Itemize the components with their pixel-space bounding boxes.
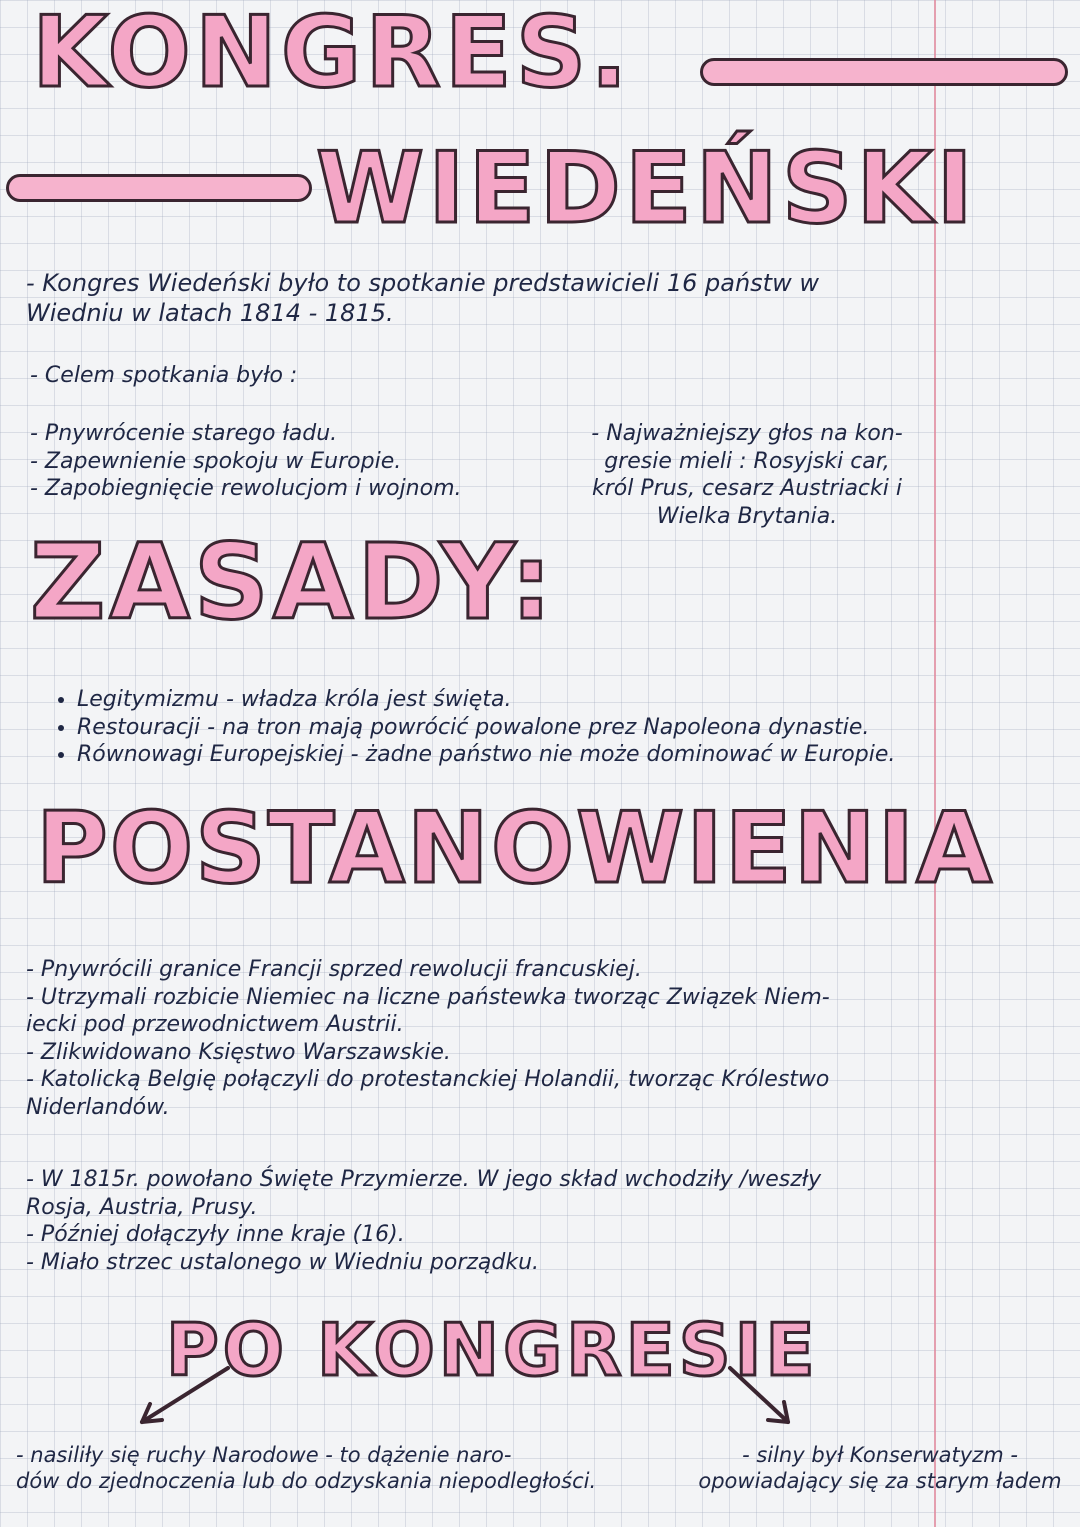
- definition-text: - Kongres Wiedeński było to spotkanie predstawicieli 16 państw w Wiedniu w latach 1814 - 1815.: [26, 269, 819, 327]
- decisions-list: - Pnywrócili granice Francji sprzed rewolucji francuskiej. - Utrzymali rozbicie Niemiec na liczne państewka tworząc Związek Niem- iecki pod przewodnictwem Austrii. - Zlikwidowano Księstwo Warszawskie. - Katolicką Belgię połączyli do protestanckiej Holandii, tworząc Królestwo Niderlandów.: [26, 957, 830, 1120]
- goals-list: - Pnywrócenie starego ładu. - Zapewnienie spokoju w Europie. - Zapobiegnięcie rewolucjom i wojnom.: [30, 421, 462, 501]
- after-right-note: - silny był Konserwatyzm - opowiadający się za starym ładem: [698, 1443, 1062, 1494]
- principle-restoration: • Restouracji - na tron mają powrócić powalone prez Napoleona dynastie.: [77, 714, 895, 742]
- goal-heading: - Celem spotkania było :: [30, 363, 298, 388]
- great-powers-note: - Najważniejszy głos na kon- gresie mieli : Rosyjski car, król Prus, cesarz Austriacki i Wielka Brytania.: [591, 421, 903, 529]
- decor-bar-top: [700, 58, 1068, 86]
- holy-alliance-text: - W 1815r. powołano Święte Przymierze. W jego skład wchodziły /weszły Rosja, Austria, Prusy. - Później dołączyły inne kraje (16). - Miało strzec ustalonego w Wiedniu porządku.: [26, 1167, 822, 1275]
- after-heading: PO KONGRESIE: [166, 1308, 819, 1392]
- decisions-heading: POSTANOWIENIA: [36, 792, 994, 906]
- title-line-1: KONGRES.: [32, 0, 632, 110]
- arrow-right-icon: [710, 1362, 830, 1432]
- arrow-left-icon: [128, 1362, 248, 1432]
- after-left-note: - nasiliły się ruchy Narodowe - to dążenie naro- dów do zjednoczenia lub do odzyskania niepodległości.: [16, 1443, 597, 1494]
- principles-heading: ZASADY:: [30, 521, 556, 643]
- principle-balance: • Równowagi Europejskiej - żadne państwo nie może dominować w Europie.: [77, 741, 895, 769]
- decor-bar-middle: [6, 174, 312, 202]
- principle-legitimism: • Legitymizmu - władza króla jest święta.: [77, 686, 895, 714]
- title-line-2: WIEDEŃSKI: [316, 132, 977, 246]
- principles-list: [55, 686, 895, 769]
